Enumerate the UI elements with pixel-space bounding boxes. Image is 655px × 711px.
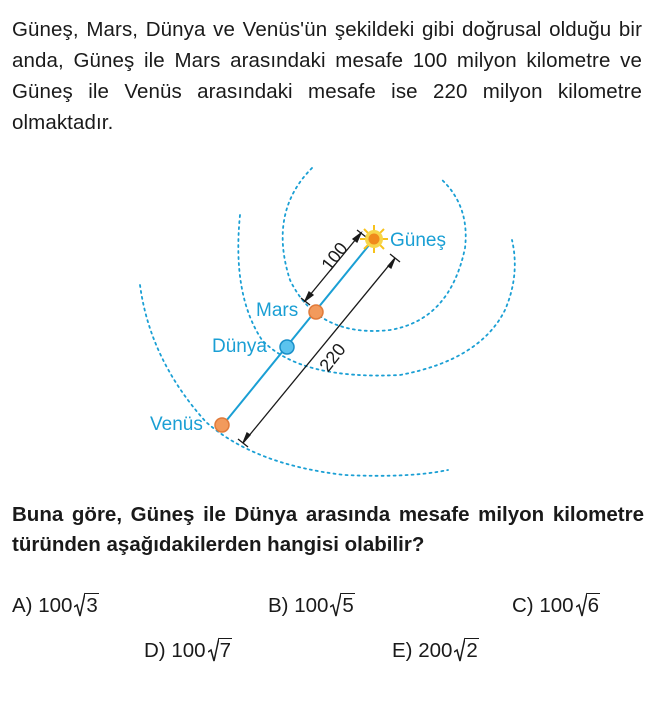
option-b[interactable] [268,593,355,618]
option-d[interactable] [144,638,232,663]
option-radicand: 7 [219,639,231,662]
sqrt-symbol [454,638,478,663]
mars-icon [309,305,323,319]
option-coefficient: 100 [294,594,329,617]
alignment-line [222,239,374,426]
sqrt-symbol [576,593,600,618]
option-letter: A) [12,594,33,617]
venus-icon [215,418,229,432]
option-letter: D) [144,639,166,662]
option-letter: B) [268,594,289,617]
option-letter: C) [512,594,534,617]
option-e[interactable] [392,638,479,663]
option-radicand: 2 [466,639,478,662]
sun-label: Güneş [390,230,446,251]
mars-label: Mars [256,300,299,321]
sqrt-symbol [74,593,98,618]
venus-label: Venüs [150,414,203,435]
sqrt-symbol [208,638,232,663]
option-coefficient: 100 [539,594,574,617]
option-coefficient: 100 [171,639,206,662]
earth-label: Dünya [212,336,267,357]
sqrt-symbol [330,593,354,618]
option-letter: E) [392,639,413,662]
option-coefficient: 100 [38,594,73,617]
option-a[interactable] [12,593,99,618]
earth-icon [280,340,294,354]
question-text: Güneş, Mars, Dünya ve Venüs'ün şekildeki gibi doğrusal olduğu bir anda, Güneş ile Mars arasındaki mesafe 100 milyon kilometre ve Güneş ile Venüs arasındaki mesafe ise 220 milyon kilometre olmaktadır. [12,18,642,134]
distance-100-label: 100 [317,238,352,275]
option-c[interactable] [512,593,600,618]
option-radicand: 6 [587,594,599,617]
question-prompt: Buna göre, Güneş ile Dünya arasında mesafe milyon kilometre türünden aşağıdakilerden hangisi olabilir? [12,503,644,556]
orbit-diagram [0,160,655,500]
option-radicand: 5 [342,594,354,617]
option-coefficient: 200 [418,639,453,662]
option-radicand: 3 [86,594,98,617]
sun-icon [360,225,388,253]
distance-220-label: 220 [315,339,350,376]
